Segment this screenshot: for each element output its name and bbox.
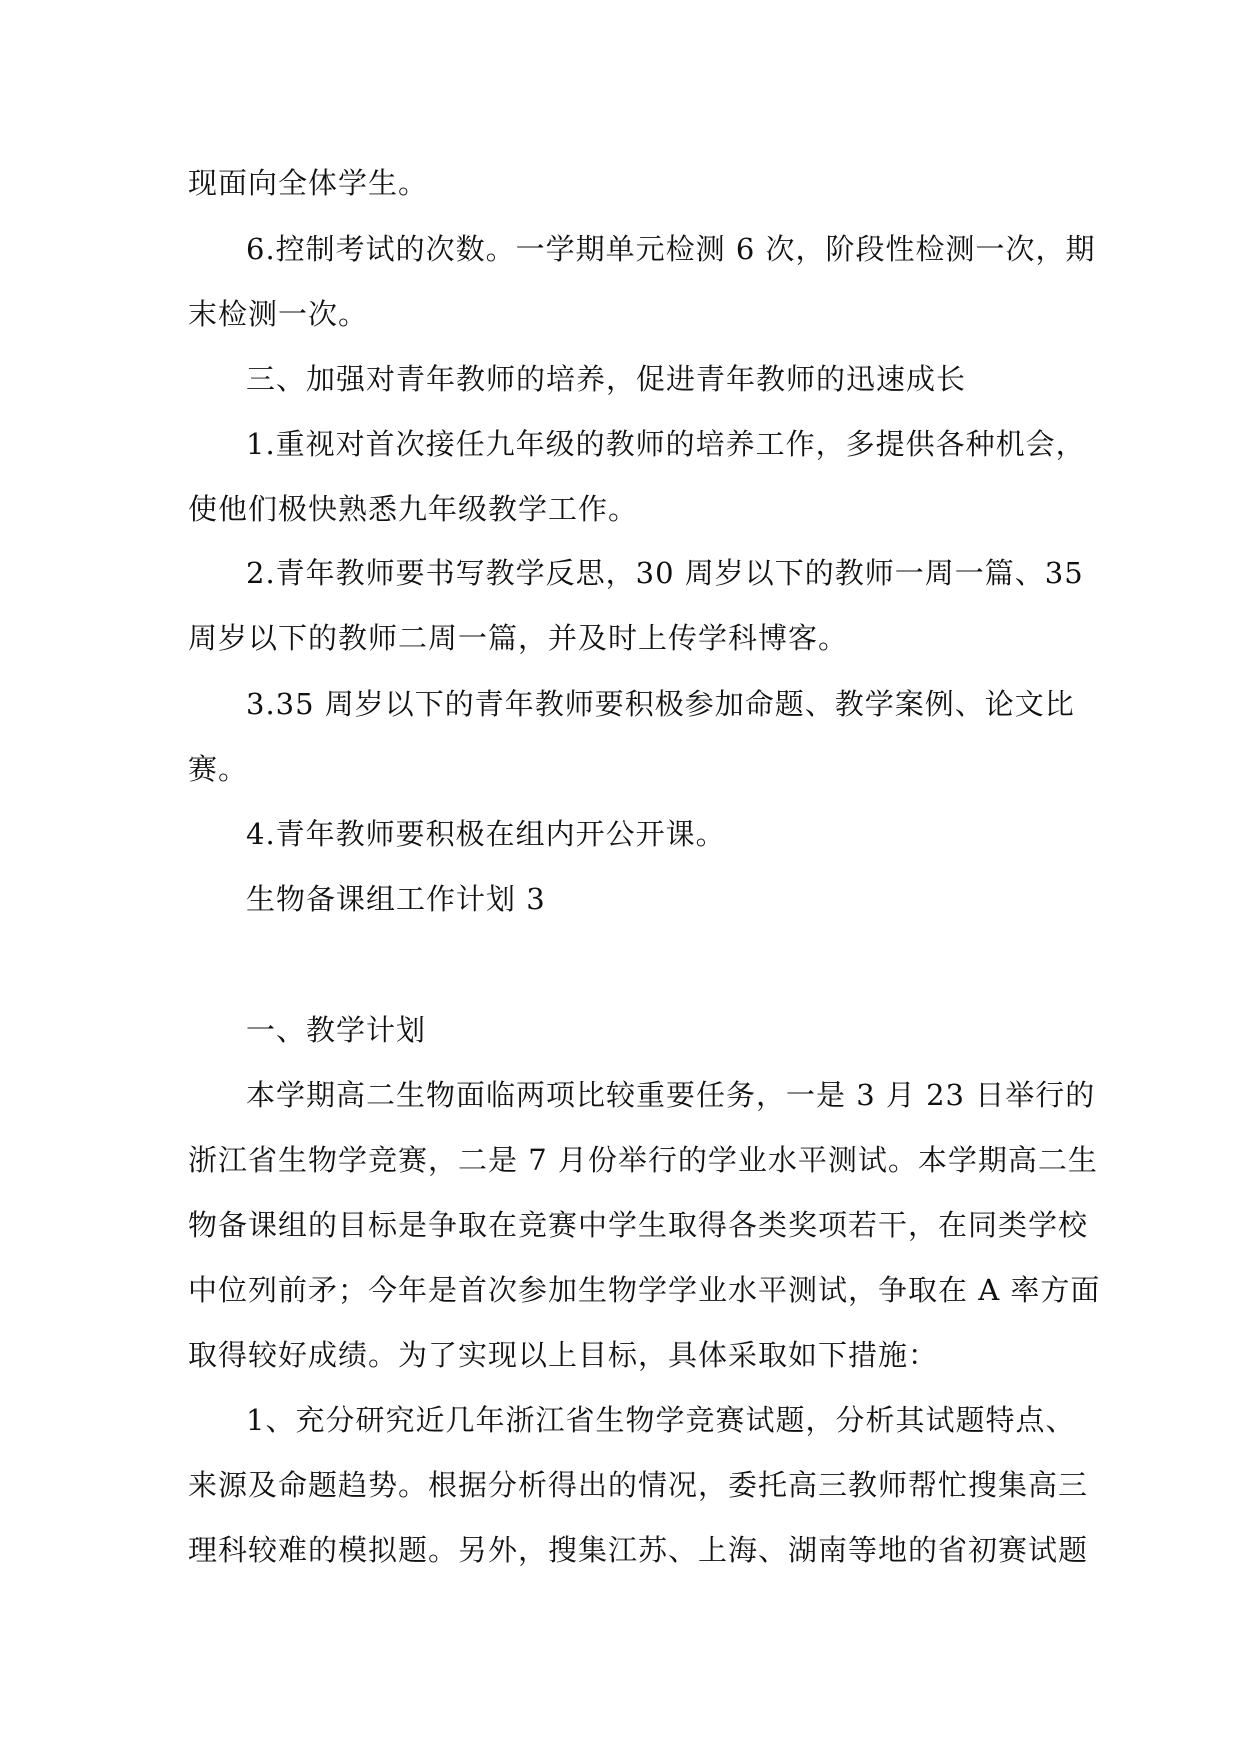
paragraph-line: 现面向全体学生。 xyxy=(188,166,429,200)
paragraph-line: 中位列前矛；今年是首次参加生物学学业水平测试，争取在 A 率方面 xyxy=(188,1273,1101,1307)
paragraph-line: 周岁以下的教师二周一篇，并及时上传学科博客。 xyxy=(188,621,849,655)
paragraph-line: 浙江省生物学竞赛，二是 7 月份举行的学业水平测试。本学期高二生 xyxy=(188,1143,1098,1177)
paragraph-line: 4.青年教师要积极在组内开公开课。 xyxy=(246,817,726,851)
paragraph-line: 赛。 xyxy=(188,752,249,786)
paragraph-line: 2.青年教师要书写教学反思，30 周岁以下的教师一周一篇、35 xyxy=(246,556,1084,590)
paragraph-line: 1.重视对首次接任九年级的教师的培养工作，多提供各种机会， xyxy=(246,427,1086,461)
paragraph-line: 1、充分研究近几年浙江省生物学竞赛试题，分析其试题特点、 xyxy=(246,1403,1076,1437)
paragraph-line: 6.控制考试的次数。一学期单元检测 6 次，阶段性检测一次，期 xyxy=(246,232,1096,266)
paragraph-line: 取得较好成绩。为了实现以上目标，具体采取如下措施： xyxy=(188,1338,939,1372)
paragraph-line: 3.35 周岁以下的青年教师要积极参加命题、教学案例、论文比 xyxy=(246,687,1075,721)
document-title: 生物备课组工作计划 3 xyxy=(246,882,546,916)
paragraph-line: 理科较难的模拟题。另外，搜集江苏、上海、湖南等地的省初赛试题 xyxy=(188,1533,1089,1567)
paragraph-line: 使他们极快熟悉九年级教学工作。 xyxy=(188,492,639,526)
section-heading: 一、教学计划 xyxy=(246,1013,427,1047)
paragraph-line: 末检测一次。 xyxy=(188,297,369,331)
paragraph-line: 本学期高二生物面临两项比较重要任务，一是 3 月 23 日举行的 xyxy=(246,1078,1096,1112)
paragraph-line: 物备课组的目标是争取在竞赛中学生取得各类奖项若干，在同类学校 xyxy=(188,1208,1089,1242)
paragraph-line: 来源及命题趋势。根据分析得出的情况，委托高三教师帮忙搜集高三 xyxy=(188,1468,1089,1502)
section-heading: 三、加强对青年教师的培养，促进青年教师的迅速成长 xyxy=(246,362,967,396)
